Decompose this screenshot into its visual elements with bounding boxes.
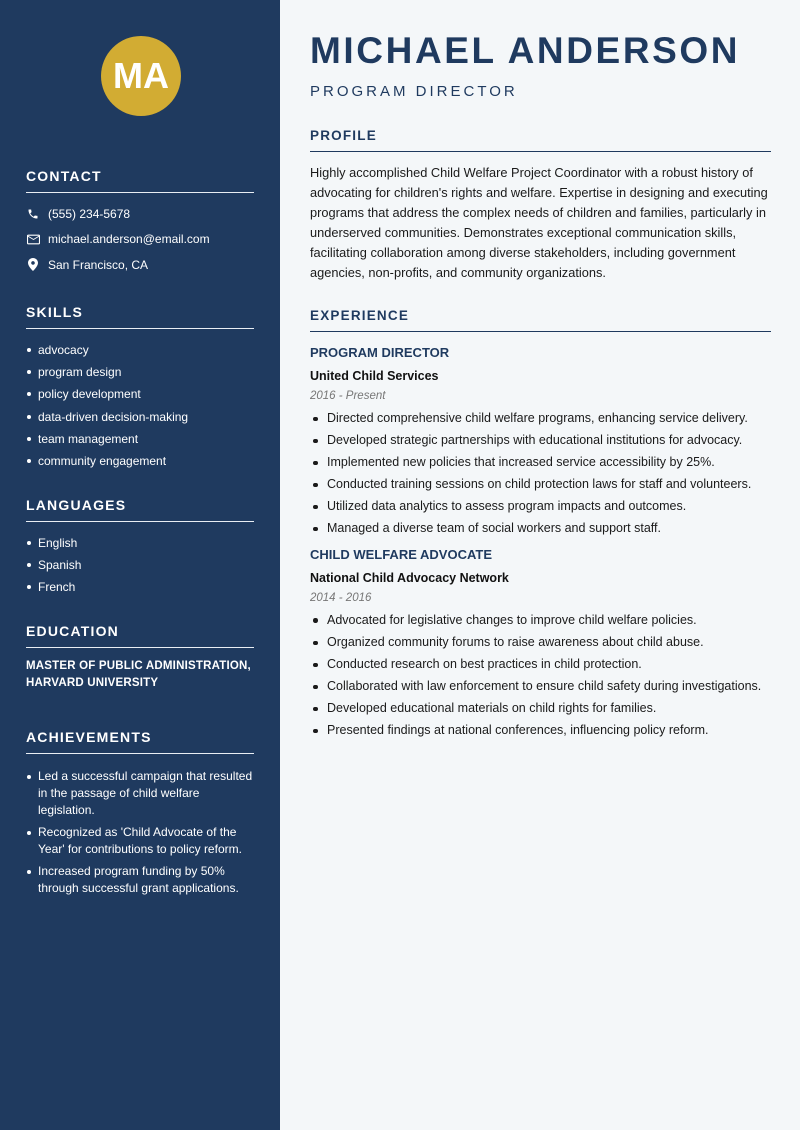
profile-text: Highly accomplished Child Welfare Project Coordinator with a robust history of advocating for children's rights and welfare. Expertise in designing and executing programs that address the complex needs of children and families, particularly in underserved communities. Demonstrates exceptional communication skills, facilitating collaboration among diverse stakeholders, including government agencies, non-profits, and community organizations. <box>310 165 768 280</box>
contact-location <box>26 252 254 278</box>
achievements-section <box>26 729 254 902</box>
profile-section <box>310 128 771 283</box>
skill-item: team management <box>26 428 254 450</box>
contact-section <box>26 168 254 278</box>
education-entry: MASTER OF PUBLIC ADMINISTRATION, HARVARD UNIVERSITY <box>26 660 251 689</box>
job-entry <box>310 344 771 538</box>
skill-item: community engagement <box>26 450 254 472</box>
job-bullets <box>310 410 771 538</box>
job-bullet: Conducted research on best practices in child protection. <box>310 656 771 674</box>
job-bullet: Presented findings at national conferences, influencing policy reform. <box>310 722 771 740</box>
experience-section <box>310 308 771 745</box>
candidate-name: MICHAEL ANDERSON <box>310 30 741 71</box>
phone-icon <box>26 207 40 221</box>
contact-phone <box>26 201 254 227</box>
languages-heading: LANGUAGES <box>26 497 254 522</box>
achievement-item: Recognized as 'Child Advocate of the Year' for contributions to policy reform. <box>26 824 254 858</box>
phone-text: (555) 234-5678 <box>48 206 131 221</box>
languages-section <box>26 497 254 599</box>
experience-heading: EXPERIENCE <box>310 308 771 332</box>
job-bullet: Organized community forums to raise awareness about child abuse. <box>310 634 771 652</box>
achievements-list <box>26 768 254 897</box>
language-item: French <box>26 576 254 598</box>
job-bullet: Directed comprehensive child welfare programs, enhancing service delivery. <box>310 410 771 428</box>
job-dates: 2016 - Present <box>310 390 386 402</box>
job-bullet: Conducted training sessions on child protection laws for staff and volunteers. <box>310 476 771 494</box>
education-section <box>26 623 254 692</box>
languages-list <box>26 532 254 599</box>
skills-heading: SKILLS <box>26 304 254 329</box>
avatar: MA <box>101 36 181 116</box>
job-bullets <box>310 612 771 740</box>
skill-item: program design <box>26 361 254 383</box>
location-pin-icon <box>26 258 40 272</box>
candidate-role: PROGRAM DIRECTOR <box>310 83 518 100</box>
job-organization: United Child Services <box>310 369 439 383</box>
achievement-item: Led a successful campaign that resulted in the passage of child welfare legislation. <box>26 768 254 819</box>
contact-heading: CONTACT <box>26 168 254 193</box>
achievement-item: Increased program funding by 50% through successful grant applications. <box>26 863 254 897</box>
skill-item: data-driven decision-making <box>26 406 254 428</box>
job-bullet: Developed educational materials on child rights for families. <box>310 700 771 718</box>
job-organization: National Child Advocacy Network <box>310 570 509 585</box>
skills-list <box>26 339 254 472</box>
achievements-heading: ACHIEVEMENTS <box>26 729 254 754</box>
skills-section <box>26 304 254 472</box>
skill-item: policy development <box>26 383 254 405</box>
education-heading: EDUCATION <box>26 623 254 648</box>
job-bullet: Managed a diverse team of social workers and support staff. <box>310 520 771 538</box>
job-title: CHILD WELFARE ADVOCATE <box>310 546 492 562</box>
email-text: michael.anderson@email.com <box>48 232 210 247</box>
skill-item: advocacy <box>26 339 254 361</box>
job-dates: 2014 - 2016 <box>310 591 372 604</box>
sidebar <box>0 0 280 1130</box>
job-bullet: Collaborated with law enforcement to ensure child safety during investigations. <box>310 678 771 696</box>
job-bullet: Advocated for legislative changes to improve child welfare policies. <box>310 612 771 630</box>
job-title: PROGRAM DIRECTOR <box>310 345 450 360</box>
job-entry <box>310 546 771 740</box>
location-text: San Francisco, CA <box>48 257 149 272</box>
job-bullet: Implemented new policies that increased service accessibility by 25%. <box>310 454 771 472</box>
language-item: English <box>26 532 254 554</box>
email-icon <box>26 232 40 246</box>
profile-heading: PROFILE <box>310 128 771 152</box>
contact-email <box>26 227 254 253</box>
job-bullet: Utilized data analytics to assess program impacts and outcomes. <box>310 498 771 516</box>
language-item: Spanish <box>26 554 254 576</box>
job-bullet: Developed strategic partnerships with educational institutions for advocacy. <box>310 432 771 450</box>
